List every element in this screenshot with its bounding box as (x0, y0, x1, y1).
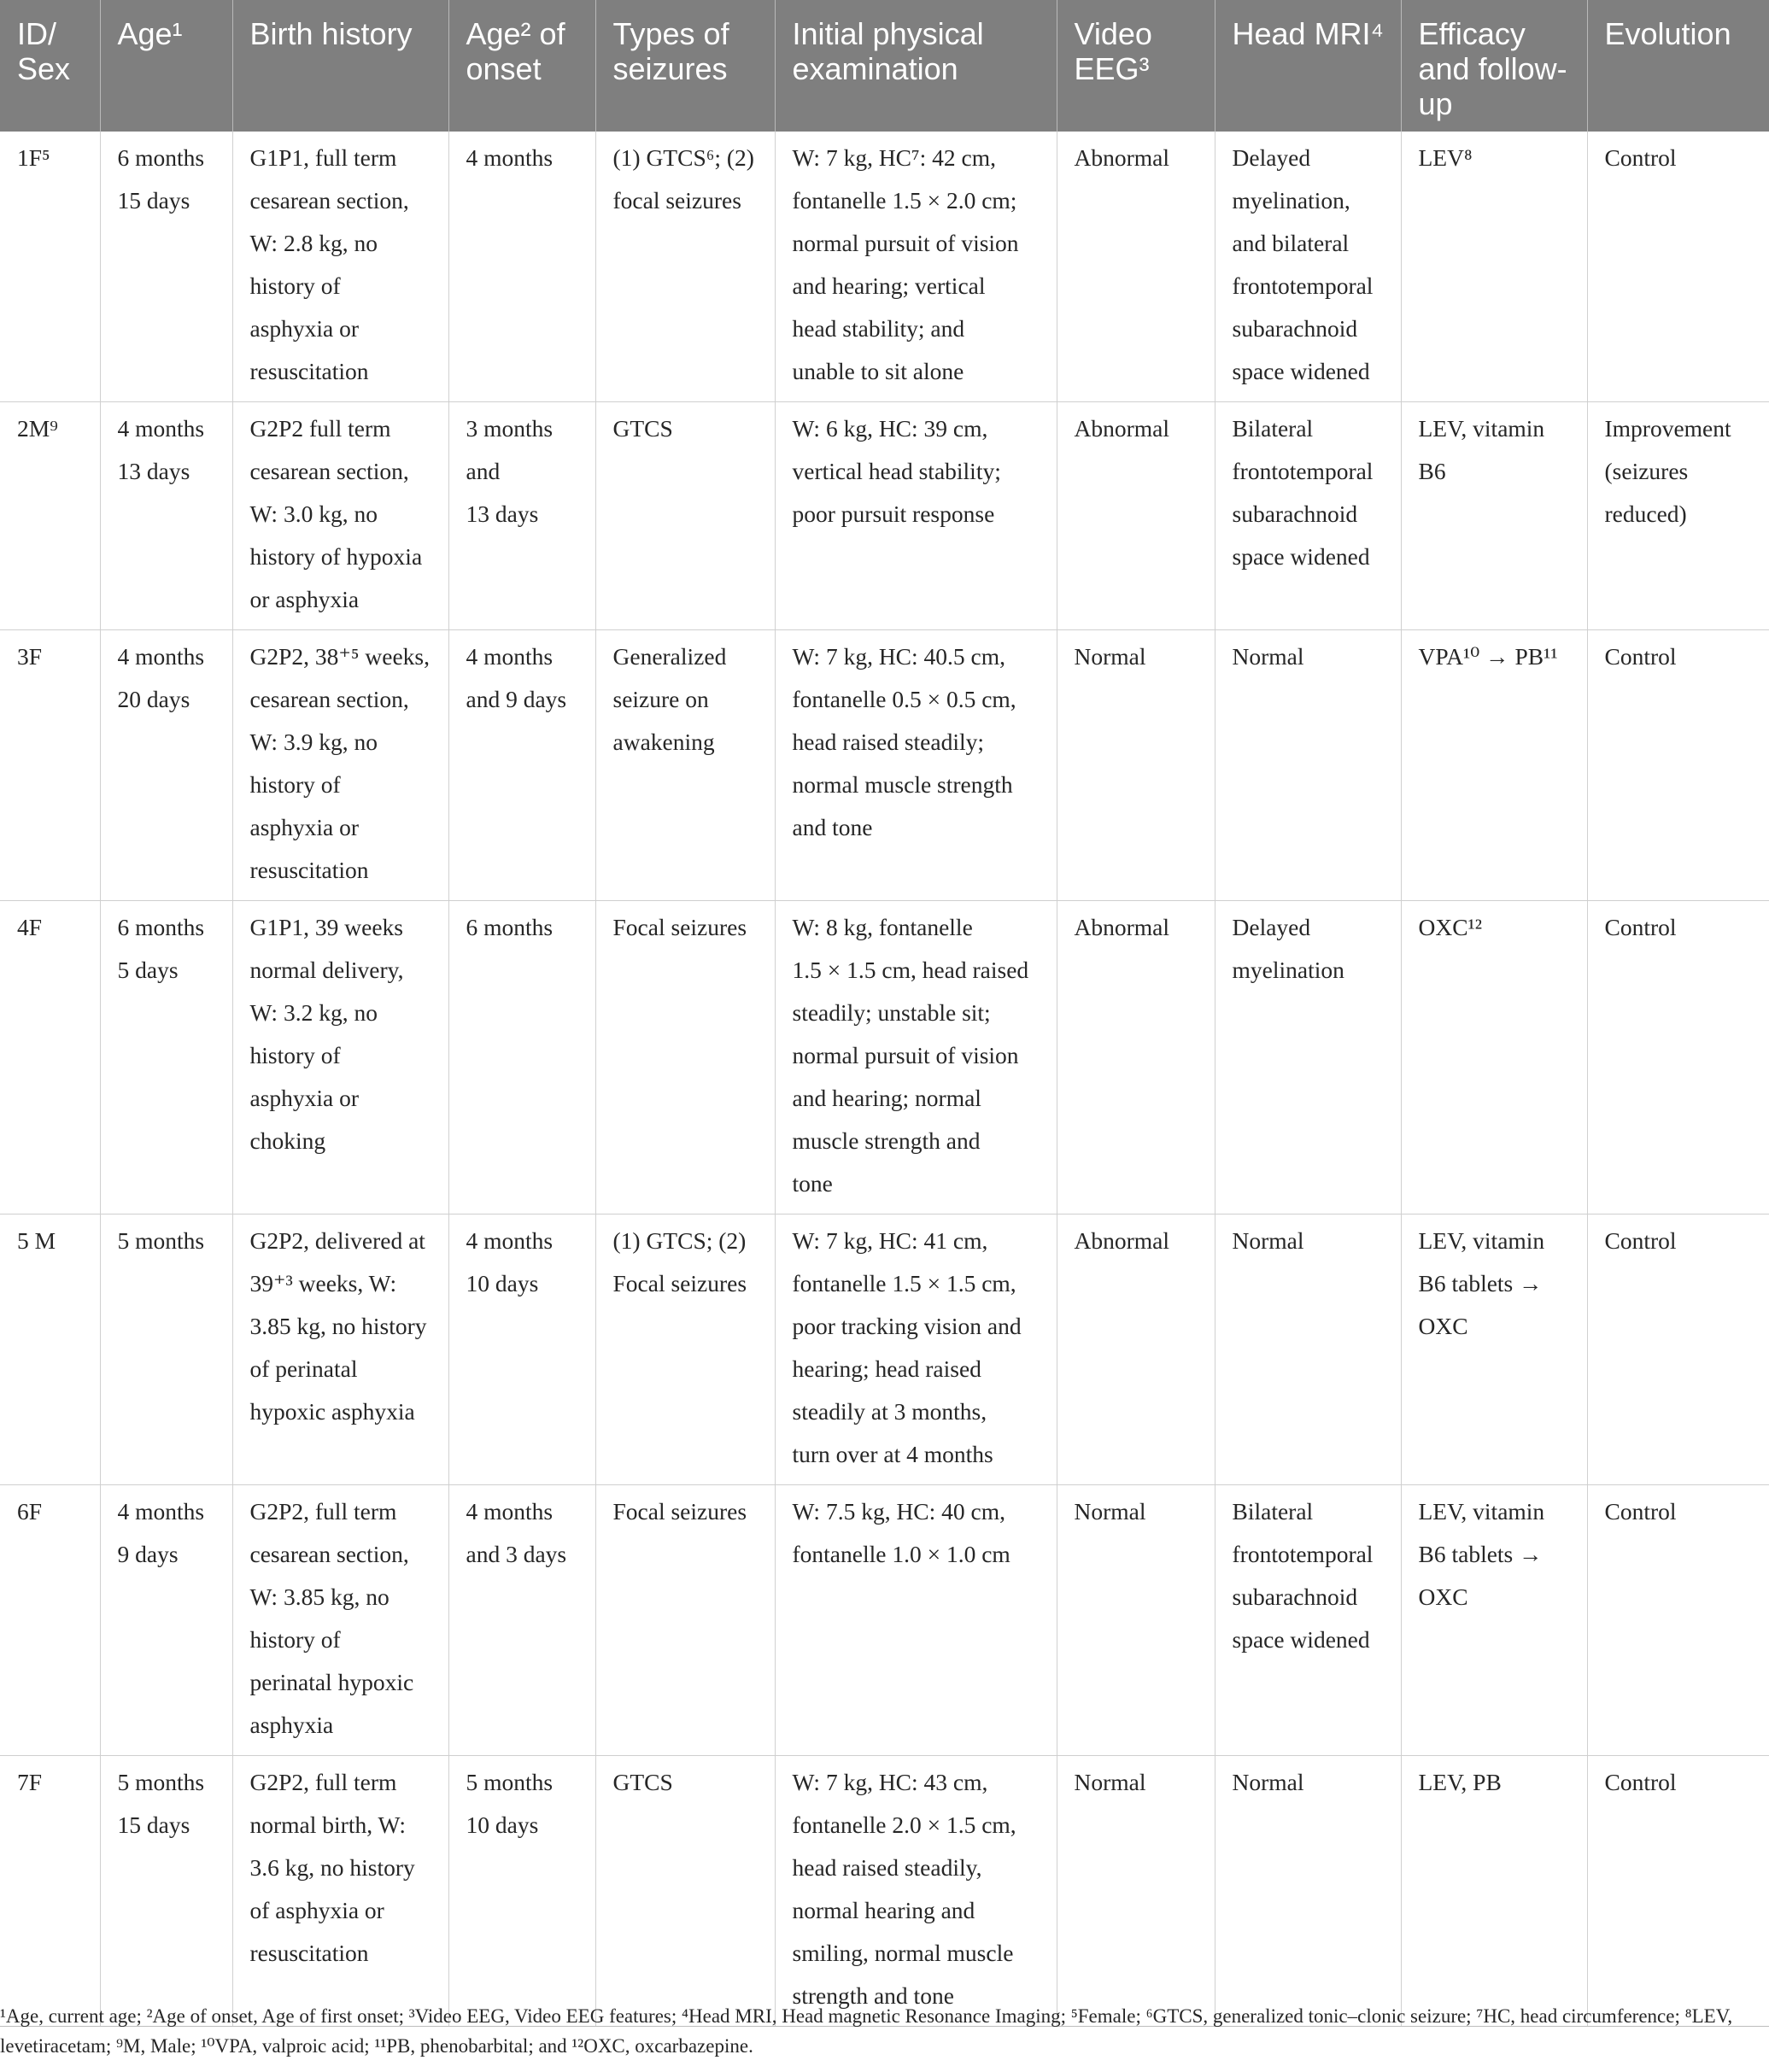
cell-evolution: Control (1587, 1215, 1769, 1485)
cell-types-of-seizures: (1) GTCS⁶; (2) focal seizures (595, 132, 775, 402)
cell-head-mri: Delayed myelination (1215, 901, 1401, 1215)
cell-id-sex: 1F⁵ (0, 132, 100, 402)
cell-birth-history: G2P2 full term cesarean section, W: 3.0 kg, no history of hypoxia or asphyxia (232, 402, 448, 630)
cell-birth-history: G2P2, delivered at 39⁺³ weeks, W: 3.85 kg, no history of perinatal hypoxic asphyxia (232, 1215, 448, 1485)
cell-video-eeg: Normal (1057, 1756, 1215, 2027)
cell-age: 6 months 15 days (100, 132, 232, 402)
cell-video-eeg: Normal (1057, 1485, 1215, 1756)
cell-evolution: Control (1587, 630, 1769, 901)
cell-physical-examination: W: 7.5 kg, HC: 40 cm, fontanelle 1.0 × 1.0 cm (775, 1485, 1057, 1756)
header-birth-history: Birth history (232, 0, 448, 132)
cell-video-eeg: Abnormal (1057, 402, 1215, 630)
cell-age-of-onset: 5 months 10 days (448, 1756, 595, 2027)
header-row (0, 0, 1769, 132)
cell-id-sex: 2M⁹ (0, 402, 100, 630)
cell-birth-history: G1P1, 39 weeks normal delivery, W: 3.2 kg, no history of asphyxia or choking (232, 901, 448, 1215)
cell-age: 5 months (100, 1215, 232, 1485)
cell-evolution: Improvement (seizures reduced) (1587, 402, 1769, 630)
cell-id-sex: 5 M (0, 1215, 100, 1485)
cell-head-mri: Normal (1215, 1215, 1401, 1485)
header-initial-physical-examination: Initial physical examination (775, 0, 1057, 132)
cell-types-of-seizures: Generalized seizure on awakening (595, 630, 775, 901)
header-efficacy-follow-up: Efficacy and follow-up (1401, 0, 1587, 132)
cell-evolution: Control (1587, 1756, 1769, 2027)
cell-id-sex: 4F (0, 901, 100, 1215)
cell-id-sex: 7F (0, 1756, 100, 2027)
table-row (0, 1215, 1769, 1485)
cell-physical-examination: W: 8 kg, fontanelle 1.5 × 1.5 cm, head raised steadily; unstable sit; normal pursuit of vision and hearing; normal muscle strength and tone (775, 901, 1057, 1215)
cell-physical-examination: W: 7 kg, HC: 40.5 cm, fontanelle 0.5 × 0.5 cm, head raised steadily; normal muscle strength and tone (775, 630, 1057, 901)
cell-birth-history: G2P2, full term cesarean section, W: 3.85 kg, no history of perinatal hypoxic asphyxia (232, 1485, 448, 1756)
cell-age: 6 months 5 days (100, 901, 232, 1215)
cell-types-of-seizures: (1) GTCS; (2) Focal seizures (595, 1215, 775, 1485)
cell-video-eeg: Abnormal (1057, 132, 1215, 402)
cell-efficacy: LEV, PB (1401, 1756, 1587, 2027)
cell-video-eeg: Normal (1057, 630, 1215, 901)
cell-birth-history: G2P2, full term normal birth, W: 3.6 kg, no history of asphyxia or resuscitation (232, 1756, 448, 2027)
cell-video-eeg: Abnormal (1057, 901, 1215, 1215)
cell-physical-examination: W: 7 kg, HC: 43 cm, fontanelle 2.0 × 1.5 cm, head raised steadily, normal hearing and smiling, normal muscle strength and tone (775, 1756, 1057, 2027)
cell-efficacy: LEV, vitamin B6 (1401, 402, 1587, 630)
cell-physical-examination: W: 7 kg, HC⁷: 42 cm, fontanelle 1.5 × 2.0 cm; normal pursuit of vision and hearing; vertical head stability; and unable to sit alone (775, 132, 1057, 402)
cell-evolution: Control (1587, 901, 1769, 1215)
table-row (0, 402, 1769, 630)
cell-age-of-onset: 3 months and 13 days (448, 402, 595, 630)
cell-id-sex: 3F (0, 630, 100, 901)
cell-head-mri: Bilateral frontotemporal subarachnoid space widened (1215, 1485, 1401, 1756)
cell-efficacy: LEV, vitamin B6 tablets → OXC (1401, 1485, 1587, 1756)
cell-types-of-seizures: Focal seizures (595, 1485, 775, 1756)
cell-age-of-onset: 6 months (448, 901, 595, 1215)
cell-age-of-onset: 4 months and 3 days (448, 1485, 595, 1756)
table-row (0, 1756, 1769, 2027)
header-age-of-onset: Age² of onset (448, 0, 595, 132)
cell-efficacy: LEV, vitamin B6 tablets → OXC (1401, 1215, 1587, 1485)
cell-age: 5 months 15 days (100, 1756, 232, 2027)
cell-head-mri: Normal (1215, 630, 1401, 901)
cell-age-of-onset: 4 months (448, 132, 595, 402)
cell-efficacy: OXC¹² (1401, 901, 1587, 1215)
cell-evolution: Control (1587, 132, 1769, 402)
cell-head-mri: Bilateral frontotemporal subarachnoid space widened (1215, 402, 1401, 630)
header-age: Age¹ (100, 0, 232, 132)
cell-types-of-seizures: GTCS (595, 402, 775, 630)
cell-age: 4 months 20 days (100, 630, 232, 901)
cell-head-mri: Normal (1215, 1756, 1401, 2027)
table-row (0, 901, 1769, 1215)
table-footnote: ¹Age, current age; ²Age of onset, Age of first onset; ³Video EEG, Video EEG features; ⁴Head MRI, Head magnetic Resonance Imaging; ⁵Female; ⁶GTCS, generalized tonic–clonic seizure; ⁷HC, head circumference; ⁸LEV, levetiracetam; ⁹M, Male; ¹⁰VPA, valproic acid; ¹¹PB, phenobarbital; and ¹²OXC, oxcarbazepine. (0, 2005, 1733, 2057)
cell-age-of-onset: 4 months and 9 days (448, 630, 595, 901)
cell-head-mri: Delayed myelination, and bilateral frontotemporal subarachnoid space widened (1215, 132, 1401, 402)
header-id-sex: ID/ Sex (0, 0, 100, 132)
cell-physical-examination: W: 7 kg, HC: 41 cm, fontanelle 1.5 × 1.5 cm, poor tracking vision and hearing; head raised steadily at 3 months, turn over at 4 months (775, 1215, 1057, 1485)
table-row (0, 630, 1769, 901)
header-video-eeg: Video EEG³ (1057, 0, 1215, 132)
cell-efficacy: VPA¹⁰ → PB¹¹ (1401, 630, 1587, 901)
cell-evolution: Control (1587, 1485, 1769, 1756)
cell-age: 4 months 13 days (100, 402, 232, 630)
cell-video-eeg: Abnormal (1057, 1215, 1215, 1485)
cell-id-sex: 6F (0, 1485, 100, 1756)
cell-types-of-seizures: Focal seizures (595, 901, 775, 1215)
cell-age-of-onset: 4 months 10 days (448, 1215, 595, 1485)
cell-age: 4 months 9 days (100, 1485, 232, 1756)
table-row (0, 1485, 1769, 1756)
cell-physical-examination: W: 6 kg, HC: 39 cm, vertical head stability; poor pursuit response (775, 402, 1057, 630)
cell-birth-history: G2P2, 38⁺⁵ weeks, cesarean section, W: 3.9 kg, no history of asphyxia or resuscitation (232, 630, 448, 901)
header-types-of-seizures: Types of seizures (595, 0, 775, 132)
cell-efficacy: LEV⁸ (1401, 132, 1587, 402)
cell-types-of-seizures: GTCS (595, 1756, 775, 2027)
cell-birth-history: G1P1, full term cesarean section, W: 2.8 kg, no history of asphyxia or resuscitation (232, 132, 448, 402)
header-head-mri: Head MRI⁴ (1215, 0, 1401, 132)
table-row (0, 132, 1769, 402)
header-evolution: Evolution (1587, 0, 1769, 132)
